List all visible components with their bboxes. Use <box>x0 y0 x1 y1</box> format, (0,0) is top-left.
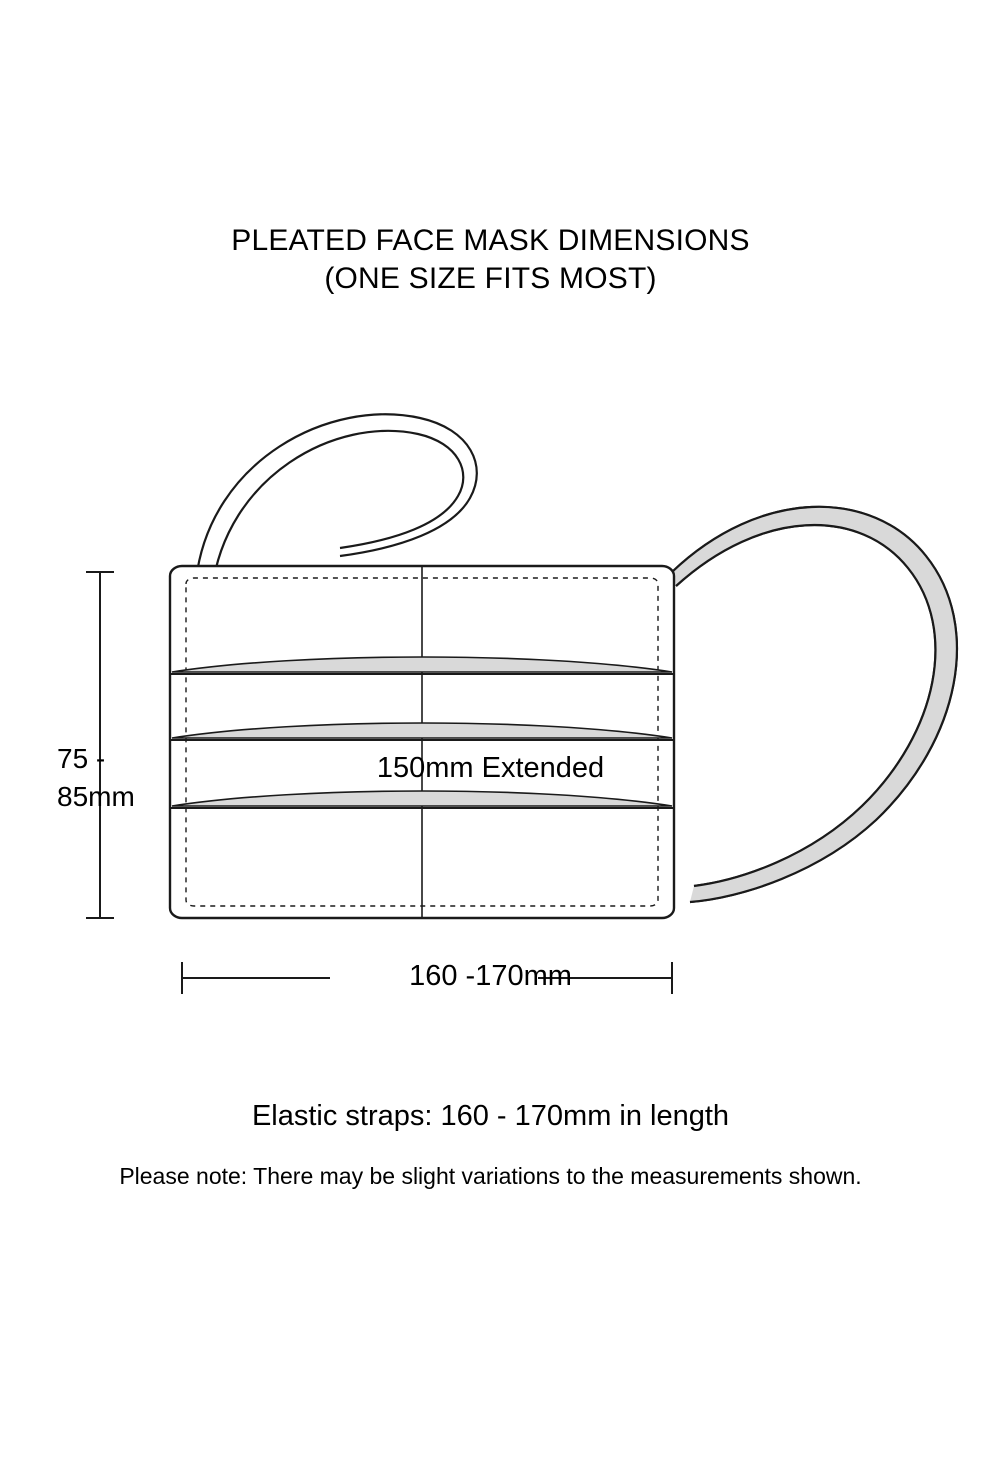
mask-diagram-svg <box>0 380 981 1020</box>
right-ear-strap-icon <box>672 507 957 902</box>
elastic-strap-note: Elastic straps: 160 - 170mm in length <box>251 1100 730 1132</box>
variation-note: Please note: There may be slight variations to the measurements shown. <box>119 1163 862 1189</box>
width-dimension-label: 160 -170mm <box>409 960 572 992</box>
page-title-line-1: PLEATED FACE MASK DIMENSIONS <box>231 224 750 257</box>
height-dimension-label-line-2: 85mm <box>57 780 135 812</box>
page-title <box>0 222 981 299</box>
mask-body <box>170 566 674 918</box>
mask-diagram <box>0 380 981 1020</box>
page-title-line-2: (ONE SIZE FITS MOST) <box>324 262 657 296</box>
left-ear-strap-icon <box>196 414 477 590</box>
extended-width-label: 150mm Extended <box>376 752 605 784</box>
height-dimension-label-line-1: 75 - <box>57 743 106 774</box>
